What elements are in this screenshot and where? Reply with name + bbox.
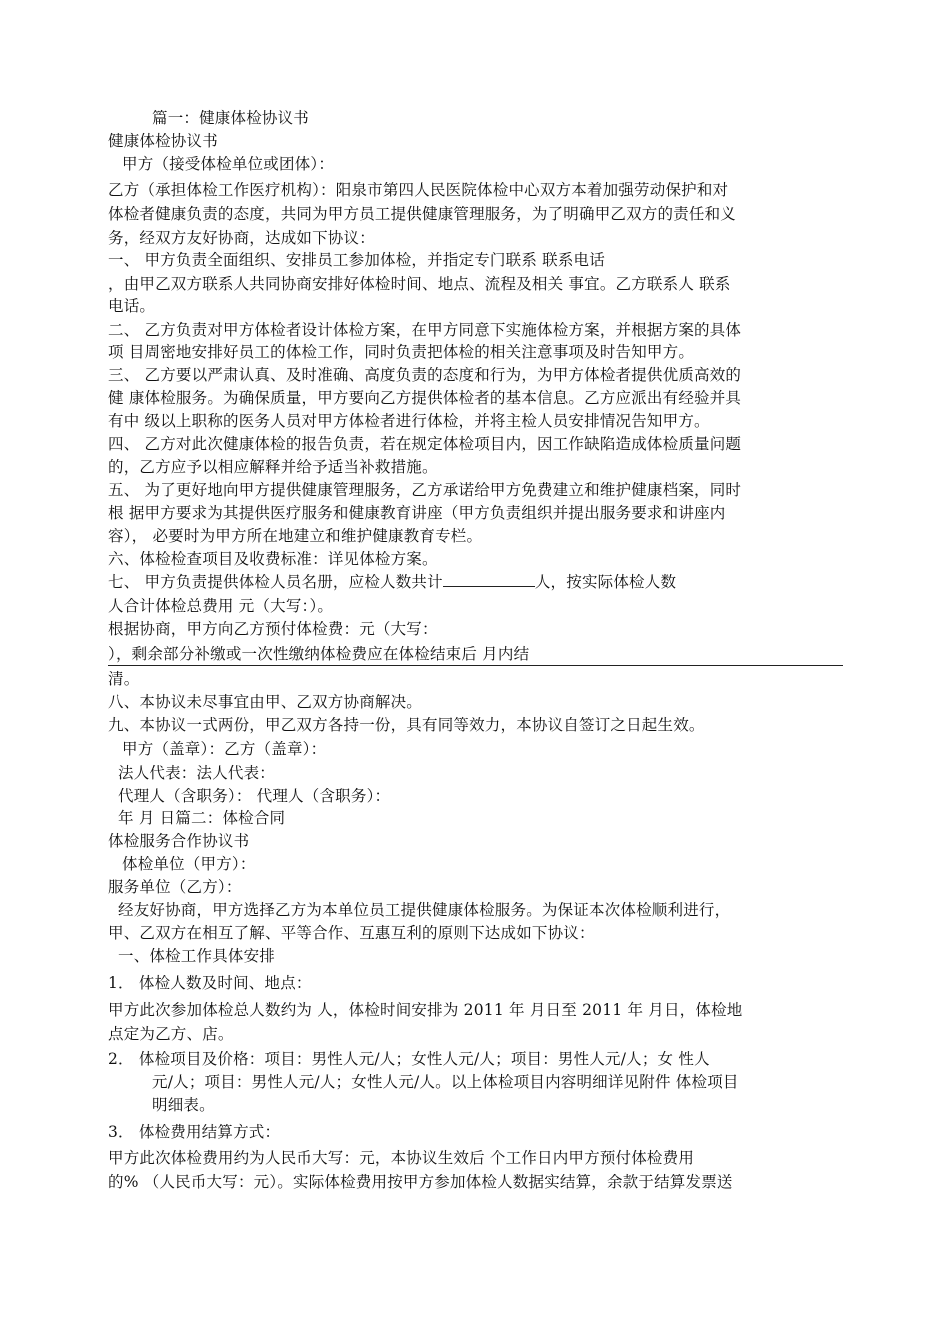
paragraph-line: 电话。	[108, 297, 156, 315]
clause-2: 二、 乙方负责对甲方体检者设计体检方案，在甲方同意下实施体检方案，并根据方案的具体	[108, 321, 742, 339]
clause-5: 五、 为了更好地向甲方提供健康管理服务，乙方承诺给甲方免费建立和维护健康档案，同时	[108, 481, 742, 499]
horizontal-rule	[108, 665, 843, 666]
paragraph-line: 甲方此次体检费用约为人民币大写：元，本协议生效后 个工作日内甲方预付体检费用	[108, 1149, 695, 1167]
clause-7-tail: 人，按实际体检人数	[534, 573, 677, 591]
clause-1: 一、 甲方负责全面组织、安排员工参加体检，并指定专门联系 联系电话	[108, 251, 605, 269]
party-b-line: 乙方（承担体检工作医疗机构）：阳泉市第四人民医院体检中心双方本着加强劳动保护和对	[108, 181, 729, 199]
party-a-line: 体检单位（甲方）：	[122, 855, 256, 873]
paragraph-line: ，由甲乙双方联系人共同协商安排好体检时间、地点、流程及相关 事宜。乙方联系人 联系	[108, 275, 731, 293]
item-2: 2． 体检项目及价格：项目：男性人元/人；女性人元/人；项目：男性人元/人；女 性人	[108, 1050, 710, 1068]
clause-4: 四、 乙方对此次健康体检的报告负责，若在规定体检项目内，因工作缺陷造成体检质量问题	[108, 435, 742, 453]
seal-line: 甲方（盖章）：乙方（盖章）：	[122, 740, 327, 758]
headcount-blank	[443, 572, 535, 587]
title-part-one: 篇一：健康体检协议书	[152, 109, 310, 127]
paragraph-line: 经友好协商，甲方选择乙方为本单位员工提供健康体检服务。为保证本次体检顺利进行，	[118, 901, 731, 919]
clause-7-text: 七、 甲方负责提供体检人员名册，应检人数共计	[108, 573, 443, 591]
item-1: 1． 体检人数及时间、地点：	[108, 974, 312, 992]
paragraph-line: 项 目周密地安排好员工的体检工作，同时负责把体检的相关注意事项及时告知甲方。	[108, 343, 695, 361]
party-b-line: 服务单位（乙方）：	[108, 878, 242, 896]
clause-6: 六、体检检查项目及收费标准：详见体检方案。	[108, 550, 438, 568]
paragraph-line: 明细表。	[152, 1096, 215, 1114]
clause-7	[108, 572, 676, 592]
clause-8: 八、本协议未尽事宜由甲、乙双方协商解决。	[108, 693, 423, 711]
paragraph-line: 的% （人民币大写：元）。实际体检费用按甲方参加体检人数据实结算，余款于结算发票送	[108, 1173, 733, 1191]
paragraph-line: 根 据甲方要求为其提供医疗服务和健康教育讲座（甲方负责组织并提出服务要求和讲座内	[108, 504, 726, 522]
agent-line: 代理人（含职务）： 代理人（含职务）：	[118, 787, 391, 805]
contract-title: 体检服务合作协议书	[108, 832, 250, 850]
paragraph-line: 容）， 必要时为甲方所在地建立和维护健康教育专栏。	[108, 527, 483, 545]
party-a-line: 甲方（接受体检单位或团体）：	[122, 155, 335, 173]
clause-3: 三、 乙方要以严肃认真、及时准确、高度负责的态度和行为，为甲方体检者提供优质高效的	[108, 366, 742, 384]
paragraph-line: 根据协商，甲方向乙方预付体检费：元（大写：	[108, 620, 438, 638]
paragraph-line: 点定为乙方、店。	[108, 1025, 234, 1043]
paragraph-line: 有中 级以上职称的医务人员对甲方体检者进行体检，并将主检人员安排情况告知甲方。	[108, 412, 710, 430]
paragraph-line: 健 康体检服务。为确保质量，甲方要向乙方提供体检者的基本信息。乙方应派出有经验并具	[108, 389, 742, 407]
section-heading: 一、体检工作具体安排	[118, 947, 276, 965]
paragraph-line: 务，经双方友好协商，达成如下协议：	[108, 229, 375, 247]
agreement-title: 健康体检协议书	[108, 132, 218, 150]
paragraph-line: 甲、乙双方在相互了解、平等合作、互惠互利的原则下达成如下协议：	[108, 924, 595, 942]
paragraph-line: 的，乙方应予以相应解释并给予适当补救措施。	[108, 458, 438, 476]
item-3: 3． 体检费用结算方式：	[108, 1123, 281, 1141]
date-line: 年 月 日篇二：体检合同	[118, 809, 286, 827]
paragraph-line: ），剩余部分补缴或一次性缴纳体检费应在体检结束后 月内结	[108, 645, 530, 663]
clause-9: 九、本协议一式两份，甲乙双方各持一份，具有同等效力，本协议自签订之日起生效。	[108, 716, 705, 734]
paragraph-line: 体检者健康负责的态度，共同为甲方员工提供健康管理服务，为了明确甲乙双方的责任和义	[108, 205, 737, 223]
legal-rep-line: 法人代表：法人代表：	[118, 764, 276, 782]
paragraph-line: 清。	[108, 670, 140, 688]
paragraph-line: 元/人；项目：男性人元/人；女性人元/人。以上体检项目内容明细详见附件 体检项目	[152, 1073, 739, 1091]
paragraph-line: 甲方此次参加体检总人数约为 人，体检时间安排为 2011 年 月日至 2011 年 月日，体检地	[108, 1001, 743, 1019]
paragraph-line: 人合计体检总费用 元（大写：）。	[108, 597, 334, 615]
